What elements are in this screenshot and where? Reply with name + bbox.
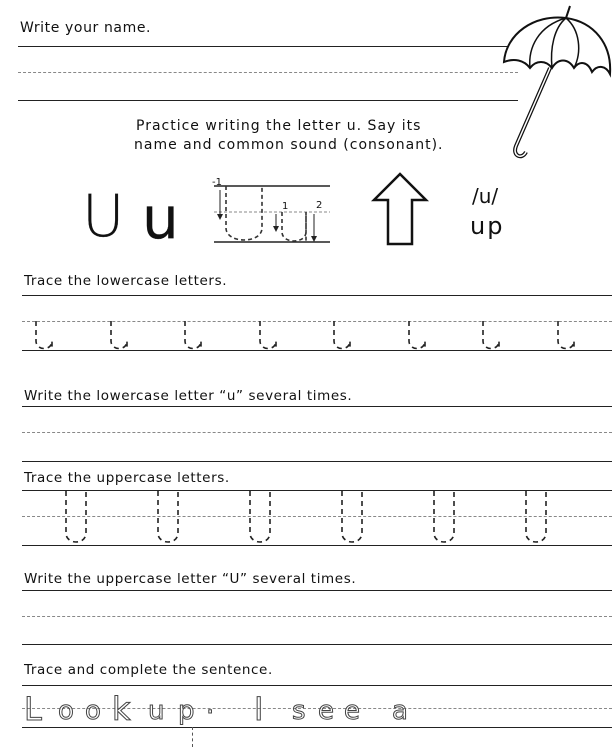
trace-uppercase-letter (247, 488, 273, 546)
letter-sound: /u/ (472, 184, 499, 208)
trace-lowercase-letter (108, 318, 130, 352)
trace-lowercase-letter (406, 318, 428, 352)
sentence-trace-char: s (292, 696, 306, 726)
write-uppercase-baseline[interactable] (22, 644, 612, 645)
sentence-trace-char: . (206, 690, 215, 720)
lowercase-letter: u (142, 184, 179, 252)
trace-sentence-baseline[interactable] (22, 727, 612, 728)
write-uppercase-mid-line (22, 616, 612, 617)
write-lowercase-top-line (22, 406, 612, 407)
trace-lowercase-letter (33, 318, 55, 352)
sentence-trace-char: o (85, 696, 101, 726)
write-uppercase-heading: Write the uppercase letter “U” several times. (24, 571, 357, 587)
sentence-trace-char: u (148, 696, 165, 726)
trace-uppercase-heading: Trace the uppercase letters. (24, 470, 230, 486)
sentence-trace-char: e (318, 696, 334, 726)
trace-uppercase-letter (431, 488, 457, 546)
name-prompt: Write your name. (20, 20, 152, 36)
up-arrow-icon (372, 172, 428, 246)
sentence-trace-char: e (344, 696, 360, 726)
example-word: up (470, 212, 505, 240)
stroke-order-guide (210, 176, 335, 248)
stroke-number-1-lowercase: 1 (282, 201, 289, 212)
trace-lowercase-letter (480, 318, 502, 352)
trace-uppercase-letter (155, 488, 181, 546)
sentence-trace-char: k (112, 690, 131, 728)
trace-sentence-mid-line (22, 708, 612, 709)
instruction-line-2: name and common sound (consonant). (134, 137, 444, 153)
stroke-number-2-lowercase: 2 (316, 200, 323, 211)
sentence-trace-char: o (58, 696, 74, 726)
stroke-number-1-uppercase: -1 (212, 177, 222, 188)
uppercase-letter: U (82, 182, 125, 250)
instruction-line-1: Practice writing the letter u. Say its (136, 118, 422, 134)
trace-uppercase-letter (339, 488, 365, 546)
umbrella-icon (494, 4, 614, 164)
write-uppercase-top-line (22, 590, 612, 591)
name-line-bottom[interactable] (18, 100, 518, 101)
name-line-mid (18, 72, 518, 73)
trace-sentence-heading: Trace and complete the sentence. (24, 662, 273, 678)
trace-sentence-top-line (22, 685, 612, 686)
write-lowercase-mid-line (22, 432, 612, 433)
name-line-top (18, 46, 518, 47)
trace-uppercase-letter (63, 488, 89, 546)
trace-lowercase-letter (331, 318, 353, 352)
trace-lowercase-letter (257, 318, 279, 352)
trace-lowercase-top-line (22, 295, 612, 296)
trace-lowercase-letter (555, 318, 577, 352)
sentence-trace-char: I (254, 690, 264, 728)
write-lowercase-baseline[interactable] (22, 461, 612, 462)
sentence-trace-char: L (24, 690, 42, 728)
trace-lowercase-letter (182, 318, 204, 352)
sentence-trace-char: a (392, 696, 408, 726)
sentence-trace-char: p (178, 696, 195, 726)
write-lowercase-heading: Write the lowercase letter “u” several times. (24, 388, 353, 404)
trace-uppercase-letter (523, 488, 549, 546)
trace-lowercase-heading: Trace the lowercase letters. (24, 273, 228, 289)
sentence-descender-guide (192, 727, 193, 747)
